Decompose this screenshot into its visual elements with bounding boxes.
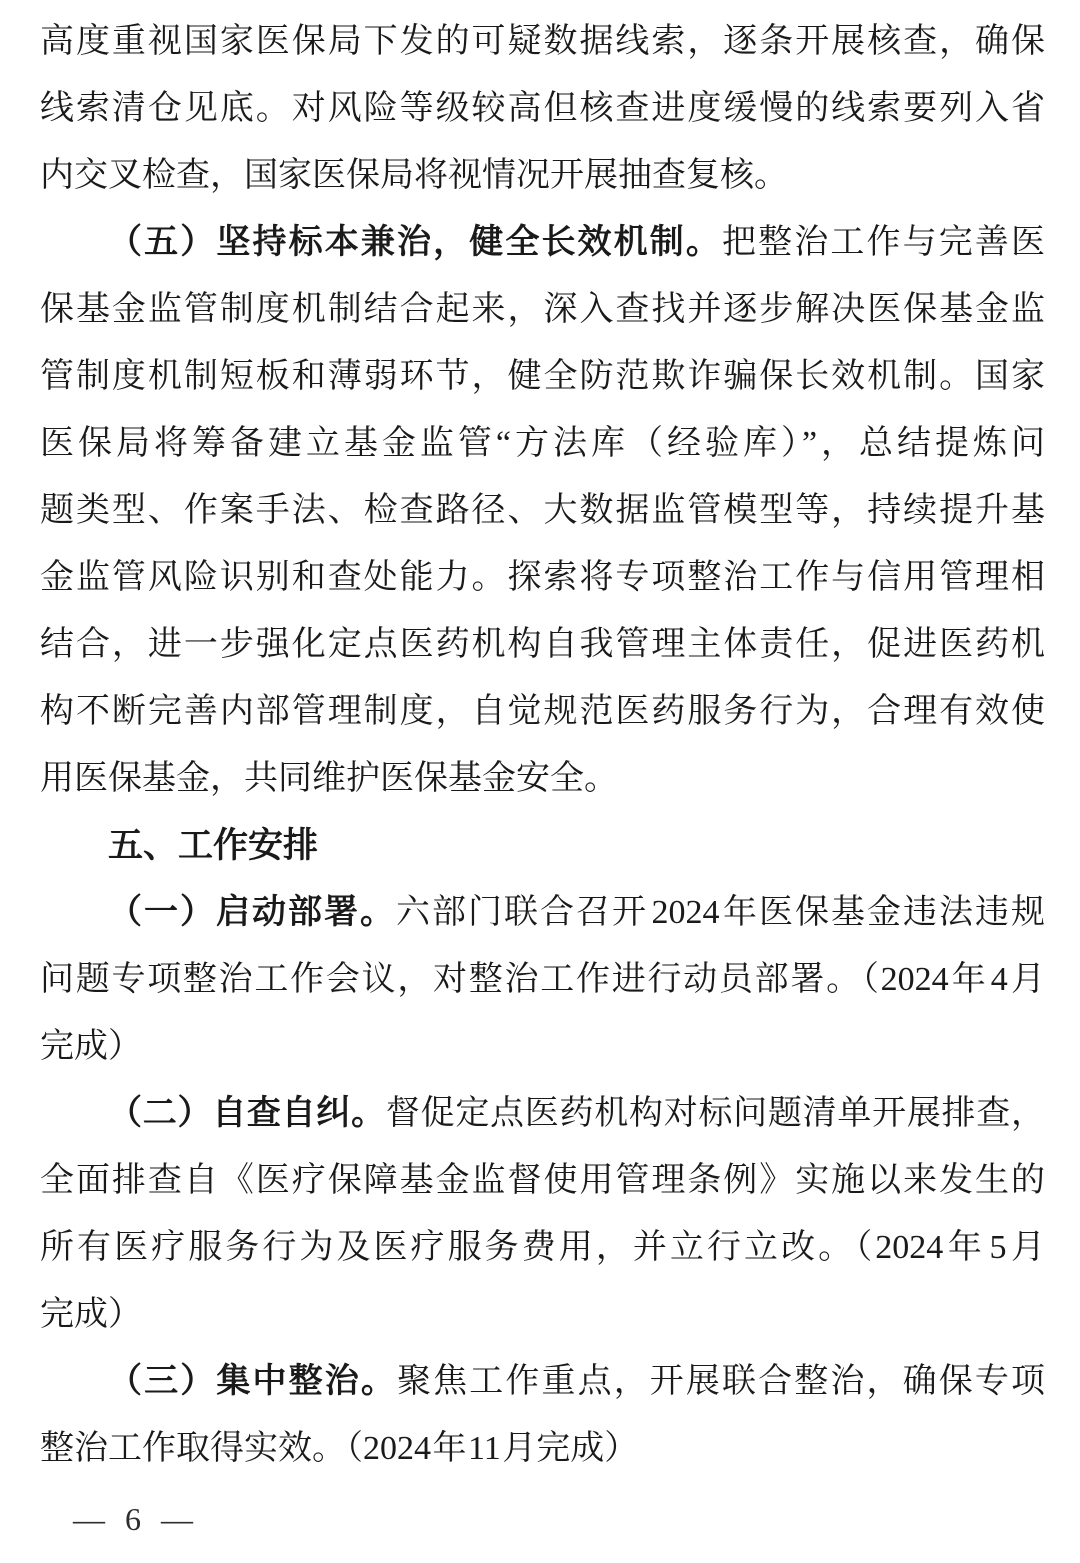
emphasis-text: （一）启动部署。 [108, 894, 396, 931]
text-line [40, 1080, 1045, 1147]
body-text: 内交叉检查，国家医保局将视情况开展抽查复核。 [40, 157, 788, 194]
text-line [40, 209, 1045, 276]
text-line [40, 1348, 1045, 1415]
body-text: 督促定点医药机构对标问题清单开展排查， [385, 1095, 1045, 1132]
text-line [40, 1013, 1045, 1080]
body-text: 管制度机制短板和薄弱环节，健全防范欺诈骗保长效机制。国家 [40, 358, 1045, 395]
body-text: 把整治工作与完善医 [722, 224, 1045, 261]
text-line [40, 1147, 1045, 1214]
section-heading [40, 812, 1045, 879]
body-text: 医保局将筹备建立基金监管“方法库（经验库）”，总结提炼问 [40, 425, 1045, 462]
body-text: 高度重视国家医保局下发的可疑数据线索，逐条开展核查，确保 [40, 23, 1045, 60]
document-body [40, 8, 1045, 1482]
body-text: 整治工作取得实效。（2024 年 11 月完成） [40, 1430, 639, 1467]
text-line [40, 8, 1045, 75]
text-line [40, 1281, 1045, 1348]
body-text: 金监管风险识别和查处能力。探索将专项整治工作与信用管理相 [40, 559, 1045, 596]
text-line [40, 946, 1045, 1013]
text-line [40, 678, 1045, 745]
emphasis-text: （二）自查自纠。 [108, 1095, 386, 1132]
text-line [40, 142, 1045, 209]
emphasis-text: （五）坚持标本兼治，健全长效机制。 [108, 224, 723, 261]
text-line [40, 1214, 1045, 1281]
body-text: 保基金监管制度机制结合起来，深入查找并逐步解决医保基金监 [40, 291, 1045, 328]
body-text: 问题专项整治工作会议，对整治工作进行动员部署。（2024 年 4 月 [40, 961, 1045, 998]
body-text: 聚焦工作重点，开展联合整治，确保专项 [396, 1363, 1045, 1400]
body-text: 题类型、作案手法、检查路径、大数据监管模型等，持续提升基 [40, 492, 1045, 529]
text-line [40, 477, 1045, 544]
body-text: 构不断完善内部管理制度，自觉规范医药服务行为，合理有效使 [40, 693, 1045, 730]
text-line [40, 745, 1045, 812]
text-line [40, 879, 1045, 946]
body-text: 线索清仓见底。对风险等级较高但核查进度缓慢的线索要列入省 [40, 90, 1045, 127]
body-text: 完成） [40, 1028, 142, 1065]
body-text: 所有医疗服务行为及医疗服务费用，并立行立改。（2024 年 5 月 [40, 1229, 1045, 1266]
body-text: 完成） [40, 1296, 142, 1333]
text-line [40, 611, 1045, 678]
body-text: 用医保基金，共同维护医保基金安全。 [40, 760, 618, 797]
text-line [40, 276, 1045, 343]
page-number: — 6 — [73, 1501, 199, 1537]
body-text: 六部门联合召开 2024 年医保基金违法违规 [396, 894, 1045, 931]
text-line [40, 75, 1045, 142]
text-line [40, 544, 1045, 611]
body-text: 结合，进一步强化定点医药机构自我管理主体责任，促进医药机 [40, 626, 1045, 663]
text-line [40, 343, 1045, 410]
text-line [40, 410, 1045, 477]
text-line [40, 1415, 1045, 1482]
body-text: 全面排查自《医疗保障基金监督使用管理条例》实施以来发生的 [40, 1162, 1045, 1199]
emphasis-text: （三）集中整治。 [108, 1363, 397, 1400]
emphasis-text: 五、工作安排 [108, 826, 319, 865]
